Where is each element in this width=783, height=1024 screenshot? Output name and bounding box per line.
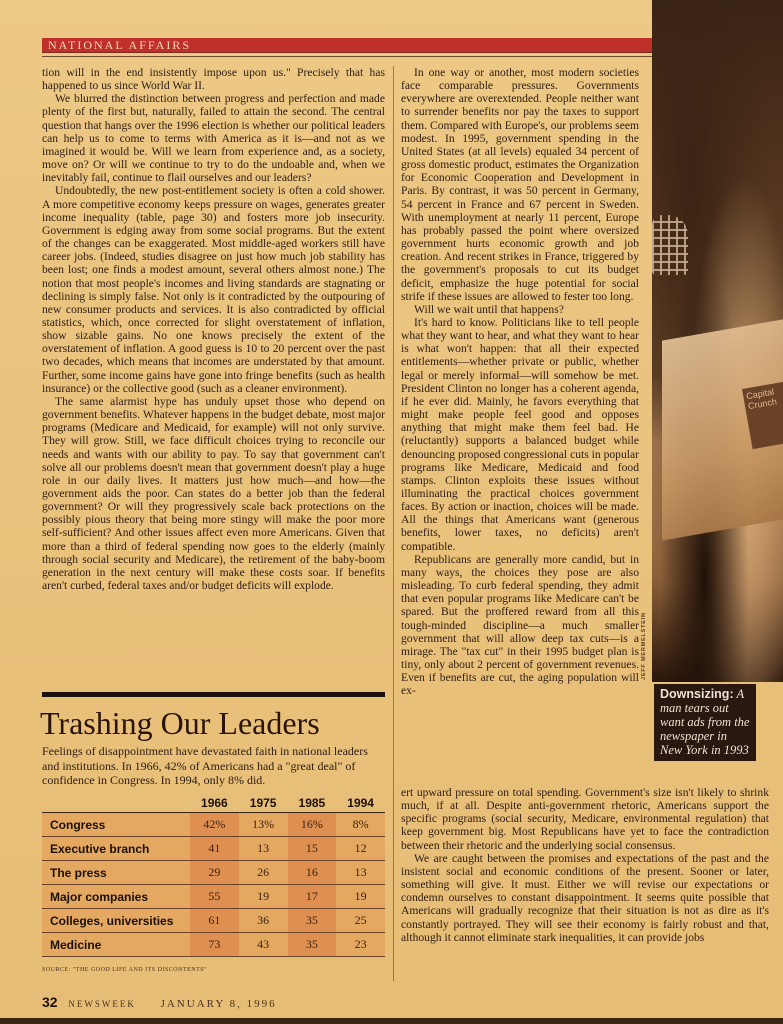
news-photo [652, 0, 783, 682]
table-row [42, 933, 385, 957]
table-cell: 55 [190, 885, 239, 909]
issue-date: JANUARY 8, 1996 [160, 998, 277, 1010]
table-cell: 41 [190, 837, 239, 861]
publication-name: NEWSWEEK [68, 999, 136, 1009]
photo-ad-text: Capital Crunch [742, 382, 783, 449]
table-cell: 17 [288, 885, 337, 909]
table-cell: 15 [288, 837, 337, 861]
sidebar-rule [42, 692, 385, 697]
paragraph: ert upward pressure on total spending. Government's size isn't likely to shrink much, if at all. Despite anti-government rhetoric, Americans support the specific programs (social security, Medicare, environmental regulation) that keep government big. Most Republicans have yet to face the contradiction between their rhetoric and the underlying social consensus. [401, 786, 769, 852]
page-footer [42, 994, 277, 1010]
table-cell: 19 [336, 885, 385, 909]
row-label: Medicine [42, 933, 190, 957]
paragraph: In one way or another, most modern societies face comparable pressures. Governments everywhere are overextended. People neither want to surrender benefits nor pay the taxes to support them. Compared with Europe's, our problems seem modest. In 1995, government spending in the United States (at all levels) equaled 34 percent of gross domestic product, estimates the Organization for Economic Cooperation and Development in Paris. By contrast, it was 50 percent in Germany, 54 percent in France and 67 percent in Sweden. With unemployment at nearly 11 percent, Europe has probably passed the point where oversized government hurts economic growth and job creation. And recent strikes in France, triggered by the government's proposals to cut its budget deficit, emphasize the huge potential for social strife if these issues are allowed to fester too long. [401, 66, 639, 303]
paragraph: Republicans are generally more candid, but in many ways, the choices they pose are also misleading. To curb federal spending, they admit that even popular programs like Medicare can't be spared. But the proffered reward from all this tough-minded discipline—a much smaller government that will allow deep tax cuts—is a mirage. The "tax cut" in their 1995 budget plan is tiny, only about 2 percent of government revenues. Even if benefits are cut, the aging population will ex- [401, 552, 639, 698]
table-cell: 13 [336, 861, 385, 885]
table-header: 1966 [190, 794, 239, 813]
table-cell: 43 [239, 933, 288, 957]
table-cell: 12 [336, 837, 385, 861]
paragraph: We are caught between the promises and expectations of the past and the insistent social and economic conditions of the present. Sooner or later, something will give. It must. Either we will revise our expectations or condemn ourselves to constant disappointment. It seems quite possible that Americans will gradually recognize that their situation is not as dire as it's constantly portrayed. They will see their economy is fairly robust and that, although it cannot eliminate stark inequalities, it can provide jobs [401, 851, 769, 944]
table-cell: 23 [336, 933, 385, 957]
table-header-row [42, 794, 385, 813]
table-row [42, 837, 385, 861]
section-label: NATIONAL AFFAIRS [48, 38, 192, 52]
row-label: Major companies [42, 885, 190, 909]
row-label: Executive branch [42, 837, 190, 861]
table-cell: 26 [239, 861, 288, 885]
confidence-table [42, 794, 385, 957]
column-divider [393, 66, 394, 981]
photo-credit: JEFF MERMELSTEIN [641, 612, 647, 680]
table-header: 1994 [336, 794, 385, 813]
article-column-right-wide [401, 786, 769, 944]
caption-body: A man tears out want ads from the newspaper in New York in 1993 [660, 687, 750, 757]
row-label: The press [42, 861, 190, 885]
table-cell: 61 [190, 909, 239, 933]
table-cell: 42% [190, 813, 239, 837]
paragraph: tion will in the end insistently impose upon us." Precisely that has happened to us since World War II. [42, 66, 385, 93]
table-header: 1985 [288, 794, 337, 813]
table-cell: 19 [239, 885, 288, 909]
row-label: Congress [42, 813, 190, 837]
table-source: SOURCE: "THE GOOD LIFE AND ITS DISCONTENTS" [42, 967, 208, 973]
paragraph: Undoubtedly, the new post-entitlement society is often a cold shower. A more competitive economy keeps pressure on wages, generates greater income inequality (table, page 30) and fosters more job insecurity. Government is edging away from some social programs. But the extent of the changes can be exaggerated. Most middle-aged workers still have career jobs. (Indeed, studies disagree on just how much job stability has been lost; one finds a modest amount, several others almost none.) The notion that most people's incomes and living standards are stagnating or declining is simply false. Not only is it contradicted by the outpouring of new consumer products and services. It is also contradicted by official statistics, which, once corrected for slight overstatement of inflation, show sizable gains. No one knows precisely the extent of the overstatement of inflation. A good guess is 10 to 20 percent over the past two decades, which means that incomes are understated by that amount. Further, some income gains have gone into fringe benefits (such as health insurance) or the collective good (such as a cleaner environment). [42, 184, 385, 395]
table-cell: 73 [190, 933, 239, 957]
table-cell: 16% [288, 813, 337, 837]
photo-caption [654, 684, 756, 761]
table-row [42, 813, 385, 837]
table-cell: 8% [336, 813, 385, 837]
table-header-empty [42, 794, 190, 813]
paragraph: Will we wait until that happens? [414, 302, 564, 316]
article-column-left [42, 66, 385, 592]
sidebar-title: Trashing Our Leaders [40, 705, 320, 741]
page-edge [0, 1018, 783, 1024]
caption-lead: Downsizing: [660, 687, 734, 701]
section-rule [42, 56, 652, 57]
table-cell: 29 [190, 861, 239, 885]
table-row [42, 861, 385, 885]
table-cell: 16 [288, 861, 337, 885]
page-number: 32 [42, 994, 58, 1010]
table-cell: 35 [288, 933, 337, 957]
table-cell: 13 [239, 837, 288, 861]
table-cell: 25 [336, 909, 385, 933]
table-cell: 13% [239, 813, 288, 837]
paragraph: It's hard to know. Politicians like to tell people what they want to hear, and what they want to hear is what won't happen: that all their expected entitlements—whether private or public, whether legal or merely informal—will somehow be met. President Clinton no longer has a coherent agenda, if he ever did. Mainly, he favors everything that might make people feel good and opposes anything that might make them feel bad. He (reluctantly) supports a balanced budget while denouncing proposed congressional cuts in popular programs like Medicare, Medicaid and food stamps. Clinton exploits these issues without illuminating the practical choices government faces. By action or inaction, choices will be made. All the things that Americans want (generous benefits, lower taxes, no deficits) aren't compatible. [401, 315, 639, 553]
table-cell: 35 [288, 909, 337, 933]
paragraph: We blurred the distinction between progress and perfection and made plenty of the first but, naturally, failed to attain the second. The central question that hangs over the 1996 election is whether our political leaders can help us to come to terms with America as it is—and not as we imagined it would be. Will we learn from experience and, as a society, move on? Or will we continue to try to do the undoable and, when we inevitably fail, continue to flail ourselves and our leaders? [42, 92, 385, 185]
section-header-bar [42, 38, 652, 53]
table-cell: 36 [239, 909, 288, 933]
sidebar-subtitle: Feelings of disappointment have devastated faith in national leaders and institutions. In 1966, 42% of Americans had a "great deal" of confidence in Congress. In 1994, only 8% did. [42, 744, 368, 787]
row-label: Colleges, universities [42, 909, 190, 933]
table-row [42, 885, 385, 909]
table-header: 1975 [239, 794, 288, 813]
table-row [42, 909, 385, 933]
paragraph: The same alarmist hype has unduly upset those who depend on government benefits. Whatever happens in the budget debate, most major programs (Medicare and Medicaid, for example) will not only survive. They will grow. Still, we face difficult choices trying to reconcile our needs and wants with our ability to pay. To say that government can't solve all our problems doesn't mean that government doesn't play a huge role in our daily lives. It matters just how much—and how—the government aids the poor. Can states do a better job than the federal government? Or will they progressively scale back protections on the possibly pious theory that being more stingy will make the poor more self-sufficient? And other issues affect even more Americans. Given that more than a third of federal spending now goes to the elderly (mainly through social security and Medicare), the retirement of the baby-boom generation in the next century will make these costs soar. If benefits aren't curbed, federal taxes and/or budget deficits will explode. [42, 394, 385, 593]
article-column-right [401, 66, 639, 698]
photo-detail-grid [652, 215, 688, 275]
